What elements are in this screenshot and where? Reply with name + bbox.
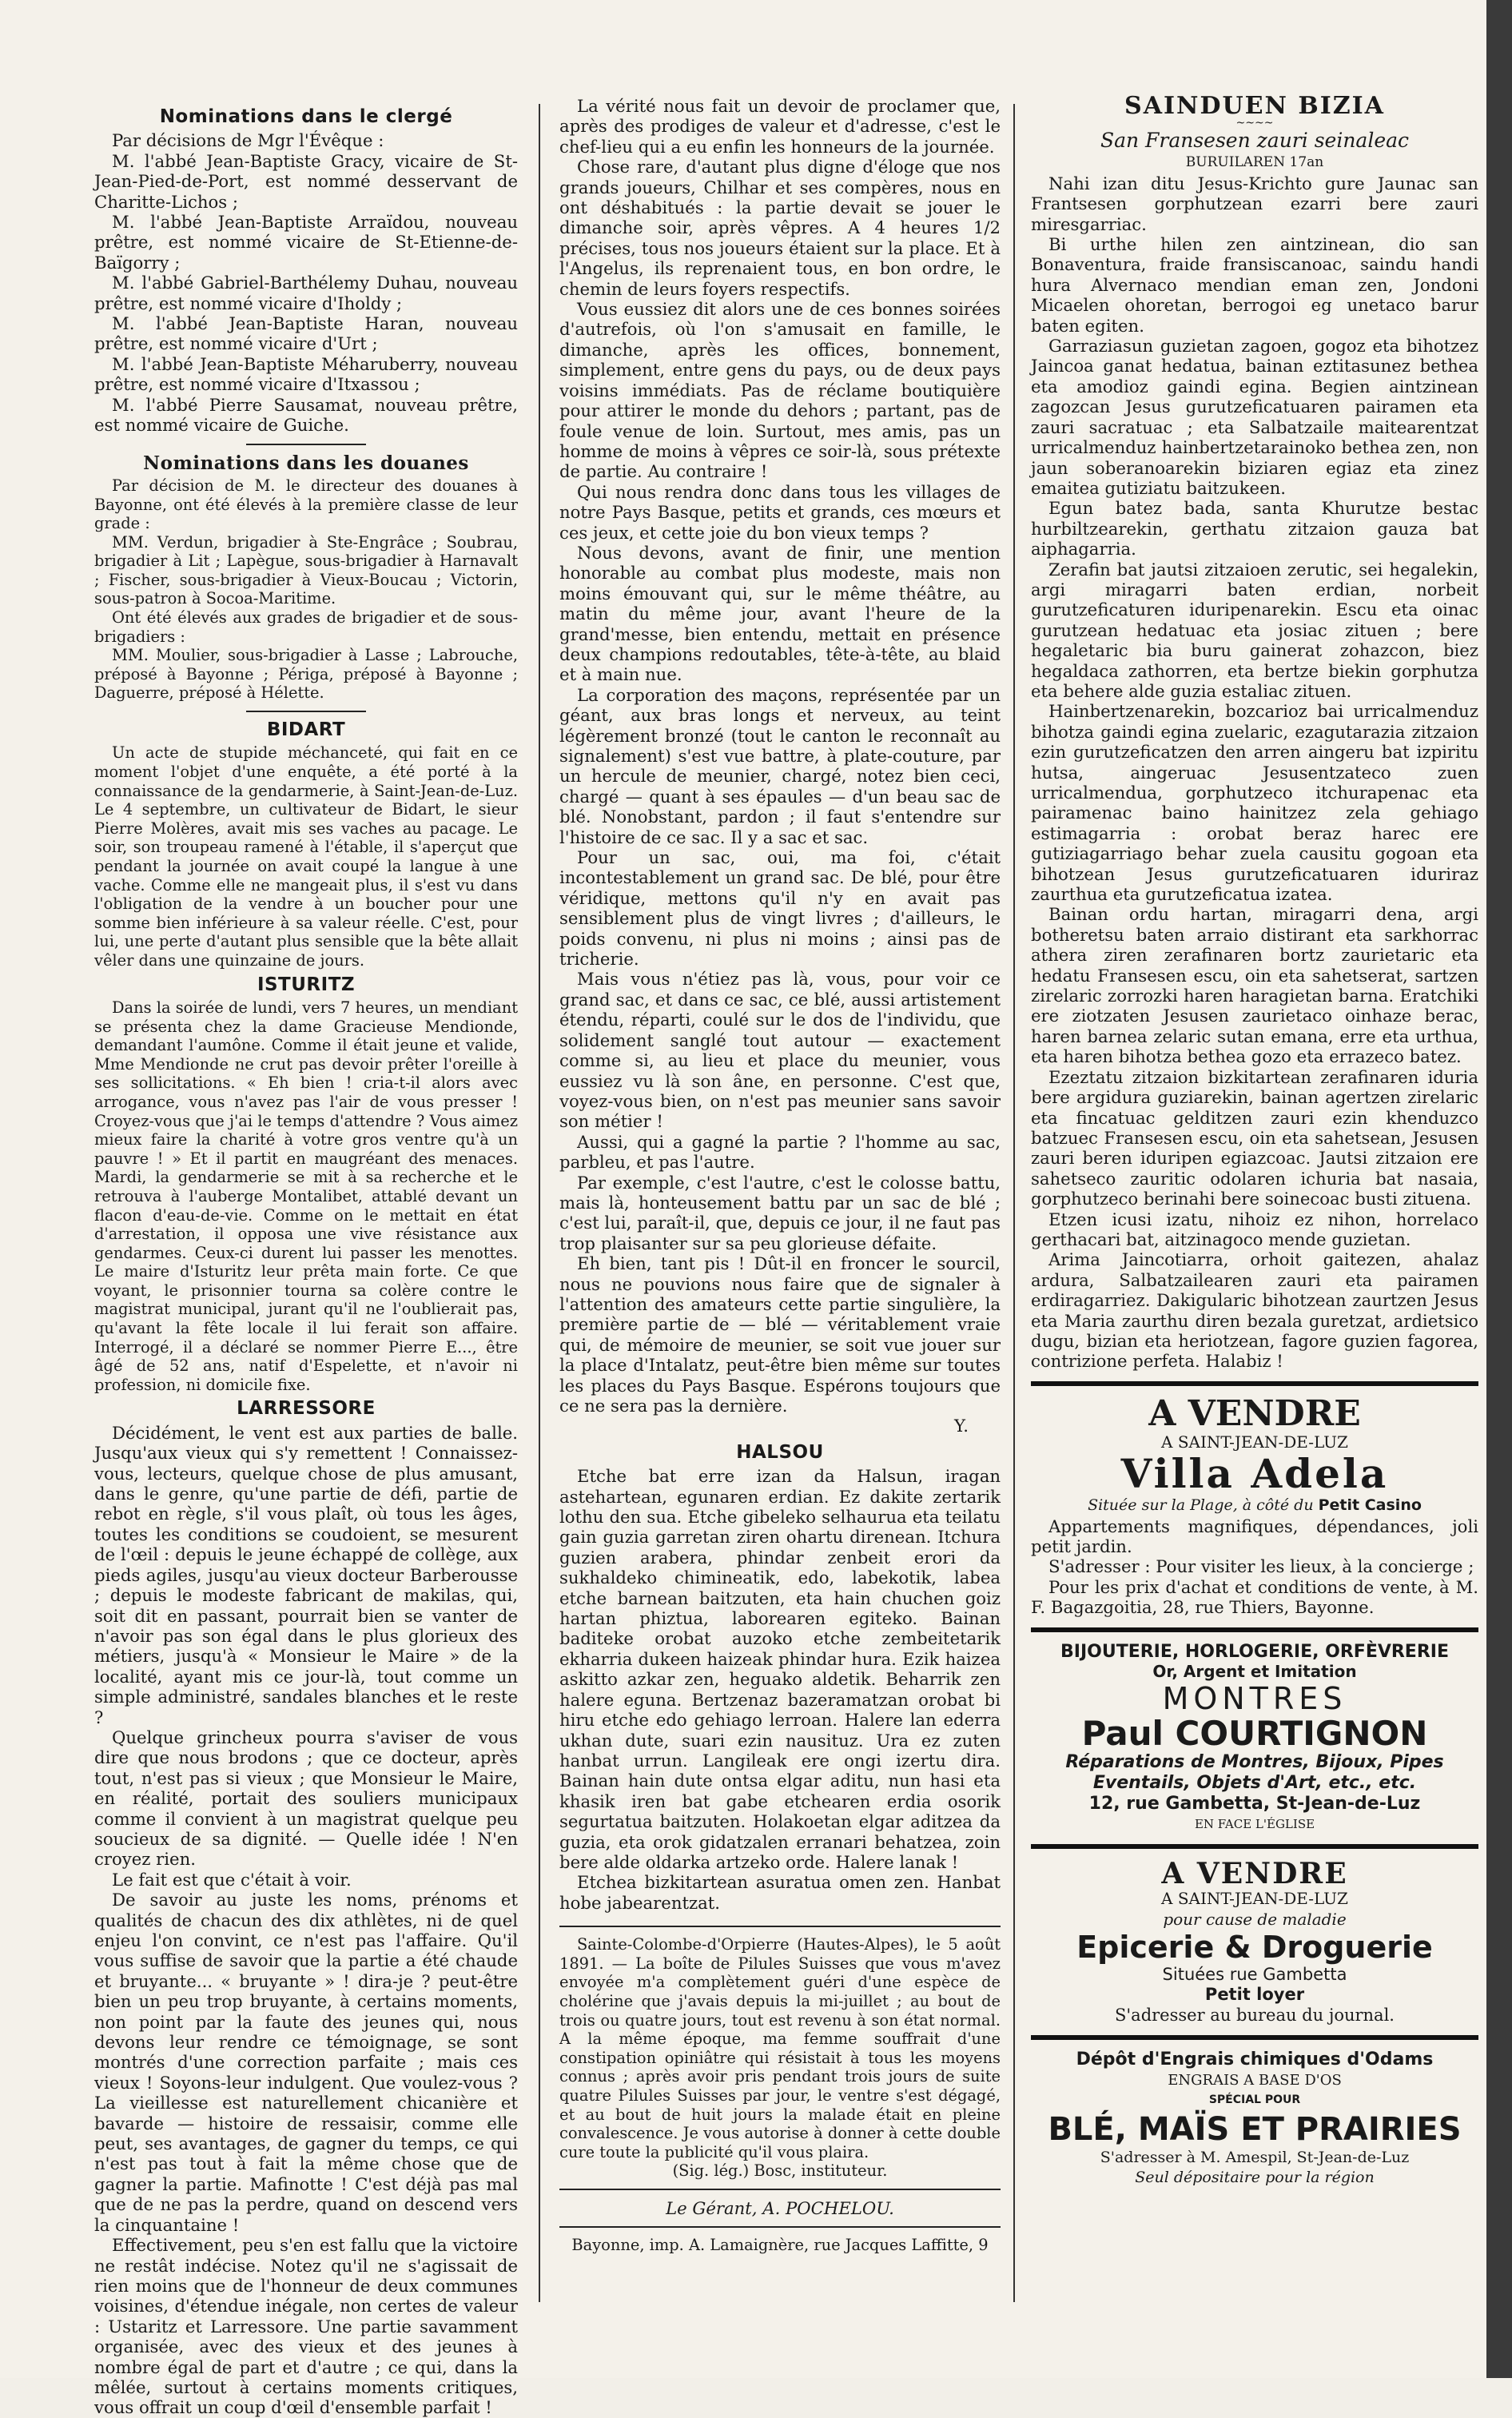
ad-cause: pour cause de maladie: [1163, 1909, 1347, 1929]
ad-heading: A VENDRE: [1161, 1857, 1348, 1891]
article-paragraph: M. l'abbé Jean-Baptiste Arraïdou, nouveau prêtre, est nommé vicaire de St-Etienne-de-Baïgorry ;: [94, 212, 518, 273]
article-paragraph: Par décisions de Mgr l'Évêque :: [112, 130, 384, 151]
ad-place: A SAINT-JEAN-DE-LUZ: [1161, 1432, 1348, 1452]
column-1: [94, 96, 518, 2418]
section-title: ISTURITZ: [257, 974, 356, 995]
article-paragraph: Un acte de stupide méchanceté, qui fait en ce moment l'objet d'une enquête, a été porté à la connaissance de la gendarmerie, à Saint-Jean-de-Luz. Le 4 septembre, un cultivateur de Bidart, le sieur Pierre Molères, avait mis ses vaches au pacage. Le soir, son troupeau ramené à l'étable, il s'aperçut que pendant la journée on avait coupé la langue à une vache. Comme elle ne mangeait plus, il s'est vu dans l'obligation de la vendre à un boucher pour une somme bien inférieure à sa valeur réelle. C'est, pour lui, une perte d'autant plus sensible que la bête allait vêler dans une quinzaine de jours.: [94, 743, 518, 970]
ad-base: ENGRAIS A BASE D'OS: [1168, 2071, 1342, 2089]
ad-place: A SAINT-JEAN-DE-LUZ: [1161, 1889, 1348, 1909]
article-paragraph: Etche bat erre izan da Halsun, iragan astehartean, egunaren erdian. Ez dakite zertarik lothu den sua. Etche gibeleko selhaurua eta teilatu gain guzia garretan ziren ohartu direnean. Itchura guzien arabera, phindar zenbeit erori da sukhaldeko chimineatik, edo, labekotik, labea etche barnean baitzuten, eta hain chuchen goiz hartan phiztua, laborearen egiteko. Bainan baditeke orobat auzoko etche zembeitetarik ekharria dukeen haizeak phindar hura. Ezik haizea askitto azkar zen, heguako aldetik. Beharrik zen halere eguna. Bertzenaz bazeramatzan orobat bi hiru etche edo gehiago lerroan. Halere lan ederra ukhan dute, suari ezin nausituz. Ura ez zuten hanbat urrun. Langileak ere ongi izertu dira. Bainan hain dute ontsa elgar aditu, nun hasi eta khasik iren bat gabe etchearen erdia osorik segurtatua baitzuten. Holakoetan elgar aditzea da guzia, eta orok gidatzalen erranari behatzea, zoin bere alde oldarka artzeko orde. Halere lanak !: [559, 1466, 1001, 1872]
article-paragraph: Etzen icusi izatu, nihoiz ez nihon, horrelaco gerthacari bat, aitzinagoco mende guzietan.: [1031, 1209, 1478, 1249]
article-paragraph: La corporation des maçons, représentée par un géant, aux bras longs et nerveux, au teint légèrement bronzé (tout le canton le reconnaît au signalement) s'est vue battre, à plate-couture, par un hercule de meunier, chargé, notez bien ceci, chargé — quant à ses épaules — d'un beau sac de blé. Nonobstant, pardon ; il faut s'entendre sur l'histoire de ce sac. Il y a sac et sac.: [559, 684, 1001, 847]
column-2: [559, 96, 1001, 2255]
article-paragraph: M. l'abbé Jean-Baptiste Gracy, vicaire de St-Jean-Pied-de-Port, est nommé desservant de Charitte-Lichos ;: [94, 150, 518, 212]
article-paragraph: Nahi izan ditu Jesus-Krichto gure Jaunac san Frantsesen gorphutzean ezarri bere zauri miresgarriac.: [1031, 173, 1478, 234]
ad-line: Pour les prix d'achat et conditions de vente, à M. F. Bagazgoitia, 28, rue Thiers, Bayonne.: [1031, 1576, 1478, 1618]
divider: [559, 2226, 1001, 2228]
ad-casino: Petit Casino: [1318, 1496, 1422, 1515]
article-paragraph: Garraziasun guzietan zagoen, gogoz eta bihotzez Jaincoa ganat hedatua, bainan eztitasunez bethea eta amodioz gaindi egina. Begien aintzinean zagozcan Jesus gurutzeficatuaren pairamen eta zauri sacratuac ; eta Salbatzaile maitearentzat urricalmenduz hainbertzetarainoko bethea zen, non jaun soberanoarekin biziaren egiaz eta zinez emaitea gutiziatu baitzukeen.: [1031, 336, 1478, 498]
article-paragraph: Effectivement, peu s'en est fallu que la victoire ne restât indécise. Notez qu'il ne s'agissait de rien moins que de l'honneur de deux communes voisines, d'étendue inégale, non certes de valeur : Ustaritz et Larressore. Une partie savamment organisée, avec des vieux et des jeunes à nombre égal de part et d'autre ; ce qui, dans la mêlée, surtout à certains moments critiques, vous offrait un coup d'œil d'ensemble parfait !: [94, 2235, 518, 2418]
article-paragraph: Hainbertzenarekin, bozcarioz bai urricalmenduz bihotza gaindi egina zuelaric, ezagutarazia zitzaion ezin gurutzeficatzen den arren aingeru bat izpiritu hutsa, aingeruac Jesusentzateco zuen urricalmendua, gorphutzeco itchurapenac eta pairamenac baino hainitzez zela gehiago estimagarria : orobat beraz harec ere gutiziagarriago behar zuela causitu gogoan eta bihotzean Jesus gurutzeficatuaren iduriraz zaurthua eta gurutzeficatua izatea.: [1031, 701, 1478, 905]
ad-adresse: S'adresser au bureau du journal.: [1115, 2005, 1395, 2025]
ad-name: Villa Adela: [1120, 1450, 1389, 1498]
article-paragraph: Zerafin bat jautsi zitzaioen zerutic, sei hegalekin, argi miragarri baten erdian, norbeit gurutzeficaturen iduripenarekin. Escu eta oinac gurutzean hedatuac eta josiac zituen ; bere hegaletaric bia buru gainerat zohazcon, biez hegaldaca zathorren, eta bertze biekin gorphutza eta behere alde guzia estaliac zituen.: [1031, 559, 1478, 701]
divider: [246, 711, 366, 712]
divider: [1031, 1844, 1478, 1849]
article-paragraph: Par exemple, c'est l'autre, c'est le colosse battu, mais là, honteusement battu par un sac de blé ; c'est lui, paraît-il, que, depuis ce jour, il ne faut pas trop plaisanter sur sa peu glorieuse défaite.: [559, 1172, 1001, 1253]
article-paragraph: M. l'abbé Jean-Baptiste Méharuberry, nouveau prêtre, est nommé vicaire d'Itxassou ;: [94, 353, 518, 395]
divider: [1031, 1381, 1478, 1386]
article-paragraph: Le fait est que c'était à voir.: [112, 1869, 352, 1890]
section-title: Nominations dans le clergé: [159, 106, 453, 127]
ad-services: Réparations de Montres, Bijoux, Pipes Eventails, Objets d'Art, etc., etc.: [1065, 1752, 1444, 1794]
section-title: HALSOU: [736, 1441, 824, 1463]
article-paragraph: Vous eussiez dit alors une de ces bonnes soirées d'autrefois, où l'on s'amusait en famille, le dimanche, après les offices, bonnement, simplement, entre gens du pays, ou de deux pays voisins immédiats. Pas de réclame boutiquière pour attirer le monde du dehors ; partant, pas de foule venue de loin. Surtout, mes amis, pas un homme de moins à vêpres ce soir-là, sous prétexte de partie. Au contraire !: [559, 299, 1001, 482]
ad-line: S'adresser : Pour visiter les lieux, à la concierge ;: [1048, 1556, 1474, 1577]
article-paragraph: Eh bien, tant pis ! Dût-il en froncer le sourcil, nous ne pouvions nous faire que de signaler à l'attention des amateurs cette partie singulière, la première partie de — blé — véritablement vraie qui, de mémoire de meunier, se soit vue jouer sur la place d'Intalatz, peut-être bien même sur toutes les places du Pays Basque. Espérons toujours que ce ne sera pas la dernière.: [559, 1253, 1001, 1416]
ad-rue: Situées rue Gambetta: [1162, 1965, 1347, 1985]
section-title: Nominations dans les douanes: [143, 452, 469, 474]
ad-special: SPÉCIAL POUR: [1208, 2093, 1301, 2107]
ad-address: 12, rue Gambetta, St-Jean-de-Luz: [1088, 1794, 1421, 1814]
article-paragraph: La vérité nous fait un devoir de proclamer que, après des prodiges de valeur et d'adresse, c'est le chef-lieu qui a eu enfin les honneurs de la journée.: [559, 96, 1001, 157]
column-3: [1031, 92, 1478, 2188]
article-paragraph: MM. Verdun, brigadier à Ste-Engrâce ; Soubrau, brigadier à Lit ; Lapègue, sous-brigadier à Harnavalt ; Fischer, sous-brigadier à Vieux-Boucau ; Victorin, sous-patron à Socoa-Maritime.: [94, 532, 518, 608]
divider: [559, 1926, 1001, 1927]
article-paragraph: Quelque grincheux pourra s'aviser de vous dire que nous brodons ; que ce docteur, après tout, n'est pas si vieux ; que Monsieur le Maire, en réalité, portait des souliers municipaux comme il convient à un magistrat quelque peu soucieux de sa dignité. — Quelle idée ! N'en croyez rien.: [94, 1727, 518, 1870]
article-paragraph: Chose rare, d'autant plus digne d'éloge que nos grands joueurs, Chilhar et ses compères, nous en ont déshabitués : la partie devait se jouer le dimanche soir, après vêpres. A 4 heures 1/2 précises, tous nos joueurs étaient sur la place. Et à l'Angelus, ils reprenaient tous, en bon ordre, le chemin de leurs foyers respectifs.: [559, 157, 1001, 299]
article-paragraph: Ezeztatu zitzaion bizkitartean zerafinaren iduria bere argidura guziarekin, bainan agertzen zirelaric eta fincatuac gelditzen zauri ezin khenduzco batzuec Fransesen escu, oin eta sahetsean, Jesusen zauri beren iduripen egiazcoac. Jautsi zitzaion ere sahetseco zauritic odolaren ichuria bat nasaia, gorphutzeco berinahi bere soinecoac busti zituena.: [1031, 1066, 1478, 1209]
column-divider: [1013, 104, 1015, 2302]
section-title: LARRESSORE: [237, 1398, 376, 1420]
article-paragraph: Décidément, le vent est aux parties de balle. Jusqu'aux vieux qui s'y remettent ! Connaissez-vous, lecteurs, quelque chose de plus amusant, dans le genre, qu'une partie de défi, partie de rebot en règle, s'il vous plaît, où tous les âges, toutes les conditions se coudoient, se mesurent de l'œil : depuis le jeune échappé de collège, aux pieds agiles, jusqu'au vieux docteur Barberousse ; depuis le modeste fabricant de makilas, qui, soit dit en passant, pourrait bien se vanter de n'avoir pas son égal dans le plus glorieux des métiers, jusqu'à « Monsieur le Maire » de la localité, ayant mis ce jour-là, tout comme un simple administré, sandales blanches et le reste ?: [94, 1422, 518, 1727]
article-paragraph: Dans la soirée de lundi, vers 7 heures, un mendiant se présenta chez la dame Gracieuse Mendionde, demandant l'aumône. Comme il était jeune et valide, Mme Mendionde ne crut pas devoir prêter l'oreille à ses sollicitations. « Eh bien ! cria-t-il alors avec arrogance, vous n'avez pas l'air de vous presser ! Croyez-vous que j'ai le temps d'attendre ? Vous aimez mieux faire la charité à votre gros ventre qu'à un pauvre ! » Et il partit en maugréant des menaces. Mardi, la gendarmerie se mit à sa recherche et le retrouva à l'auberge Montalibet, attablé devant un flacon d'eau-de-vie. Comme on le mettait en état d'arrestation, il opposa une vive résistance aux gendarmes. Ceux-ci durent lui passer les menottes. Le maire d'Isturitz leur prêta main forte. Ce que voyant, le prisonnier tourna sa colère contre le magistrat municipal, jurant qu'il ne l'oublierait pas, qu'avant la fête locale il lui ferait son affaire. Interrogé, il a déclaré se nommer Pierre E..., être âgé de 52 ans, natif d'Espelette, et n'avoir ni profession, ni domicile fixe.: [94, 998, 518, 1394]
article-paragraph: MM. Moulier, sous-brigadier à Lasse ; Labrouche, préposé à Bayonne ; Périga, préposé à Bayonne ; Daguerre, préposé à Hélette.: [94, 646, 518, 703]
ad-name: BLÉ, MAÏS ET PRAIRIES: [1048, 2110, 1462, 2148]
ad-sub: Or, Argent et Imitation: [1152, 1662, 1357, 1682]
divider: [1031, 2035, 1478, 2040]
article-paragraph: M. l'abbé Jean-Baptiste Haran, nouveau prêtre, est nommé vicaire d'Urt ;: [94, 313, 518, 354]
printer-line: Bayonne, imp. A. Lamaignère, rue Jacques Laffitte, 9: [571, 2236, 989, 2255]
advertisement-testimonial: Sainte-Colombe-d'Orpierre (Hautes-Alpes), le 5 août 1891. — La boîte de Pilules Suisses que vous m'avez envoyée m'a complètement guéri d'une espèce de cholérine que j'avais depuis la mi-juillet ; au bout de trois ou quatre jours, tout est revenu à son état normal. A la même époque, ma femme souffrait d'une constipation opiniâtre qui résistait à tous les moyens connus ; après avoir pris pendant trois jours de suite quatre Pilules Suisses par jour, le ventre s'est dégagé, et au bout de huit jours la malade était en pleine convalescence. Je vous autorise à donner à cette double cure toute la publicité qu'il vous plaira.: [559, 1935, 1001, 2161]
section-title: SAINDUEN BIZIA: [1124, 92, 1385, 120]
ad-loyer: Petit loyer: [1204, 1985, 1305, 2005]
article-paragraph: Egun batez bada, santa Khurutze bestac hurbiltzearekin, gerthatu zitzaion gauza bat aiphagarria.: [1031, 498, 1478, 560]
article-paragraph: Pour un sac, oui, ma foi, c'était incontestablement un grand sac. De blé, pour être véridique, mettons qu'il n'y en avait pas sensiblement plus de vingt livres ; d'ailleurs, le poids convenu, ni plus ni moins ; ainsi pas de tricherie.: [559, 847, 1001, 970]
ad-name: Paul COURTIGNON: [1081, 1714, 1428, 1754]
ad-heading: Dépôt d'Engrais chimiques d'Odams: [1076, 2050, 1434, 2070]
ad-heading: A VENDRE: [1148, 1392, 1361, 1434]
article-paragraph: Mais vous n'étiez pas là, vous, pour voir ce grand sac, et dans ce sac, ce blé, aussi artistement étendu, réparti, coulé sur le dos de l'individu, que solidement sanglé tout autour — exactement comme si, au lieu et place du meunier, vous eussiez vu là son âne, en personne. C'est que, voyez-vous bien, on n'est pas meunier sans savoir son métier !: [559, 969, 1001, 1132]
ad-situee: Située sur la Plage, à côté du: [1088, 1496, 1314, 1515]
article-signature: Y.: [954, 1416, 969, 1436]
article-paragraph: Qui nous rendra donc dans tous les villages de notre Pays Basque, petits et grands, ces mœurs et ces jeux, et cette joie du bon vieux temps ?: [559, 481, 1001, 543]
scan-edge: [1486, 0, 1512, 2378]
article-paragraph: Bi urthe hilen zen aintzinean, dio san Bonaventura, fraide fransiscanoac, saindu handi hura Alvernaco mendian eman zen, Jondoni Micaelen ohoretan, berrogoi eg unetaco barur baten egiten.: [1031, 234, 1478, 336]
article-paragraph: De savoir au juste les noms, prénoms et qualités de chacun des dix athlètes, ni de quel enjeu l'on convint, ce n'est pas l'affaire. Qu'il vous suffise de savoir que la partie a été chaude et bruyante... « bruyante » ! dira-je ? peut-être bien un peu trop bruyante, à certains moments, non point par la faute des jeunes qui, nous devons leur rendre ce témoignage, se sont montrés d'une correction parfaite ; mais ces vieux ! Soyons-leur indulgent. Que voulez-vous ? La vieillesse est naturellement chicanière et bavarde — histoire de ressaisir, comme elle peut, ses avantages, de gagner du temps, ce qui n'est pas tout à fait la même chose que de gagner la partie. Mafinotte ! C'est déjà pas mal que de ne pas la perdre, quand on descend vers la cinquantaine !: [94, 1890, 518, 2235]
ad-location: [1031, 1496, 1478, 1516]
testimonial-signature: (Sig. lég.) Bosc, instituteur.: [672, 2161, 888, 2181]
ad-face: EN FACE L'ÉGLISE: [1194, 1816, 1315, 1831]
article-paragraph: Nous devons, avant de finir, une mention honorable au combat plus modeste, mais non moins émouvant qui, sur le même théâtre, au matin du même jour, avant l'heure de la grand'messe, bien entendu, mettait en présence deux champions redoutables, tête-à-tête, au blaid et à main nue.: [559, 542, 1001, 685]
article-paragraph: Par décision de M. le directeur des douanes à Bayonne, ont été élevés à la première classe de leur grade :: [94, 476, 518, 533]
section-subtitle: San Fransesen zauri seinaleac: [1100, 129, 1410, 153]
divider: [246, 444, 366, 445]
article-paragraph: M. l'abbé Gabriel-Barthélemy Duhau, nouveau prêtre, est nommé vicaire d'Iholdy ;: [94, 273, 518, 313]
article-paragraph: Etchea bizkitartean asuratua omen zen. Hanbat hobe jabearentzat.: [559, 1872, 1001, 1913]
section-date: BURUILAREN 17an: [1185, 154, 1324, 171]
ad-montres: MONTRES: [1162, 1681, 1347, 1717]
article-paragraph: Arima Jaincotiarra, orhoit gaitezen, ahalaz ardura, Salbatzailearen zauri eta pairamen erdiragarriez. Dakigularic bihotzean zaurtzen Jesus eta Maria zaurthu diren bezala guretzat, ardietsico dugu, bizian eta heriotzean, fagore guzien fagorea, contrizione perfeta. Halabiz !: [1031, 1249, 1478, 1372]
article-paragraph: Bainan ordu hartan, miragarri dena, argi botheretsu baten arraio distirant eta sarkhorrac athera ziren zerafinaren bortz zaurietaric eta hedatu Fransesen escu, oin eta sahetserat, sartzen zirelaric zorrozki haren haragietan barna. Eratchiki ere ziotzaten Jesusen zaurietaco oinhaze berac, haren barnea zelaric sutan emana, erre eta urthua, eta haren bihotza bethea gozo eta errazeco batez.: [1031, 904, 1478, 1067]
article-paragraph: Aussi, qui a gagné la partie ? l'homme au sac, parbleu, et pas l'autre.: [559, 1131, 1001, 1173]
ad-adresse: S'adresser à M. Amespil, St-Jean-de-Luz: [1100, 2148, 1410, 2166]
ad-heading: BIJOUTERIE, HORLOGERIE, ORFÈVRERIE: [1060, 1641, 1449, 1662]
ad-depositaire: Seul dépositaire pour la région: [1135, 2168, 1375, 2186]
divider: [1031, 1627, 1478, 1632]
gerant-line: Le Gérant, A. POCHELOU.: [666, 2197, 894, 2218]
ad-line: Appartements magnifiques, dépendances, joli petit jardin.: [1031, 1516, 1478, 1556]
article-paragraph: M. l'abbé Pierre Sausamat, nouveau prêtre, est nommé vicaire de Guiche.: [94, 394, 518, 436]
column-divider: [539, 104, 540, 2302]
article-paragraph: Ont été élevés aux grades de brigadier et de sous-brigadiers :: [94, 608, 518, 646]
ornament: ~~~~: [1235, 117, 1274, 130]
ad-name: Epicerie & Droguerie: [1076, 1930, 1433, 1966]
divider: [559, 2189, 1001, 2190]
section-title: BIDART: [266, 719, 346, 741]
